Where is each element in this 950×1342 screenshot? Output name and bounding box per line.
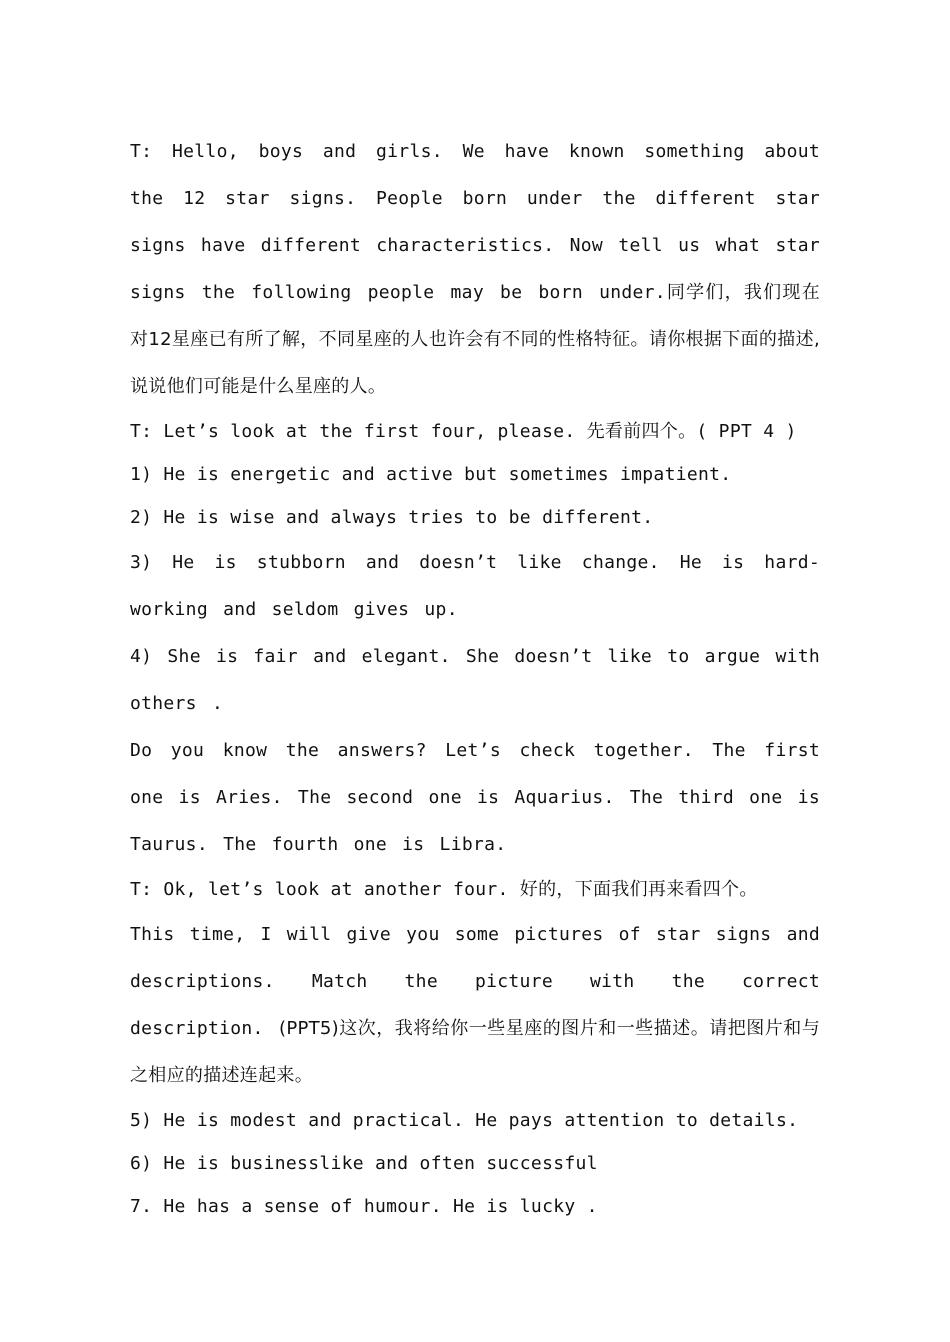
- description-item-4: 4) She is fair and elegant. She doesn’t like to argue with others .: [130, 646, 820, 714]
- intro-english-text: T: Hello, boys and girls. We have known something about the 12 star signs. People born under the different star signs have different characteristics. Now tell us what star signs the following people may be born under.: [130, 141, 820, 303]
- description-item-1: 1) He is energetic and active but sometimes impatient.: [130, 464, 732, 485]
- intro-chinese-text: 同学们，我们现在对12星座已有所了解，不同星座的人也许会有不同的性格特征。请你根据下面的描述, 说说他们可能是什么星座的人。: [130, 282, 820, 397]
- description-item-5: 5) He is modest and practical. He pays attention to details.: [130, 1110, 799, 1131]
- answers-paragraph: Do you know the answers? Let’s check together. The first one is Aries. The second one is Aquarius. The third one is Taurus. The fourth one is Libra.: [130, 740, 820, 855]
- first-four-prompt: T: Let’s look at the first four, please. 先看前四个。( PPT 4 ): [130, 421, 797, 442]
- next-four-prompt: T: Ok, let’s look at another four. 好的，下面我们再来看四个。: [130, 879, 758, 900]
- description-item-2: 2) He is wise and always tries to be different.: [130, 507, 654, 528]
- match-instruction-chinese: (PPT5)这次，我将给你一些星座的图片和一些描述。请把图片和与之相应的描述连起来。: [130, 1018, 820, 1086]
- description-item-7: 7. He has a sense of humour. He is lucky .: [130, 1196, 598, 1217]
- description-item-6: 6) He is businesslike and often successful: [130, 1153, 598, 1174]
- description-item-3: 3) He is stubborn and doesn’t like change. He is hard-working and seldom gives up.: [130, 552, 820, 620]
- match-instruction-paragraph: [130, 911, 820, 1099]
- document-body: [130, 128, 820, 1228]
- intro-paragraph: [130, 128, 820, 410]
- match-instruction-english: This time, I will give you some pictures of star signs and descriptions. Match the picture with the correct description.: [130, 924, 820, 1039]
